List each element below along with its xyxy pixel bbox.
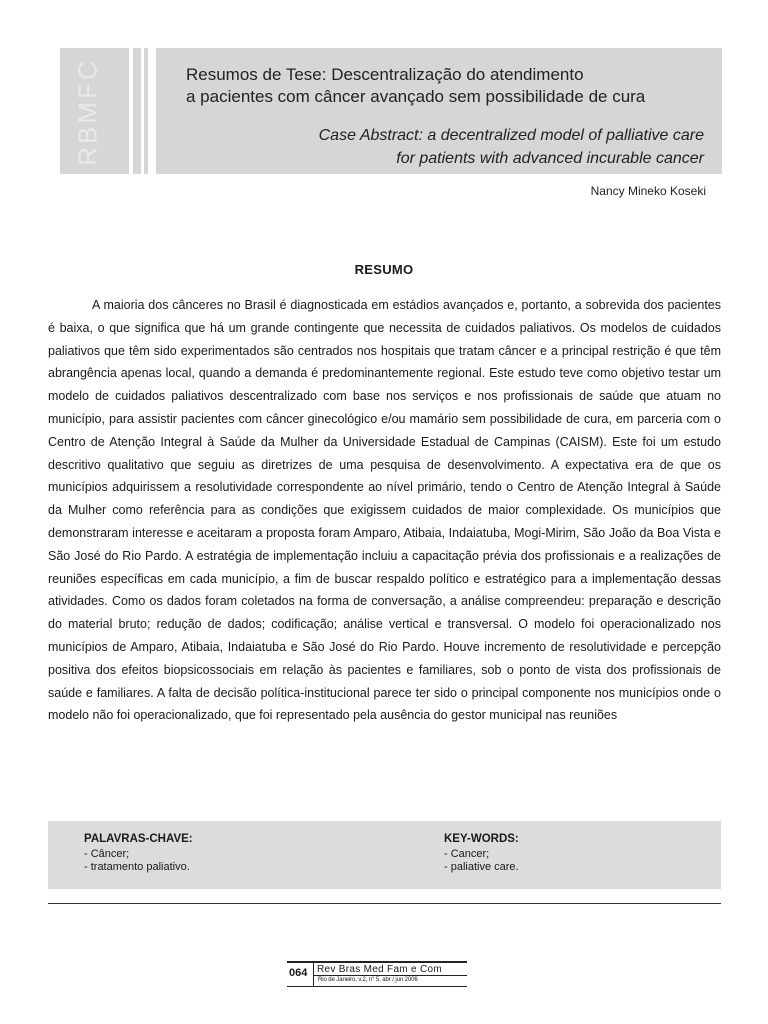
abstract-text: A maioria dos cânceres no Brasil é diagnosticada em estádios avançados e, portanto, a sobrevida dos pacientes é baixa, o que significa que há um grande contingente que necessita de cuidados paliativos. Os modelos de cuidados paliativos que têm sido experimentados são centrados nos hospitais que tratam câncer e a principal restrição é que têm abrangência apenas local, quando a demanda é predominantemente regional. Este estudo teve como objetivo testar um modelo de cuidados paliativos descentralizado com base nos serviços e nos profissionais de saúde que atuam no município, para assistir pacientes com câncer ginecológico e/ou mamário sem possibilidade de cura, em parceria com o Centro de Atenção Integral à Saúde da Mulher da Universidade Estadual de Campinas (CAISM). Este foi um estudo descritivo qualitativo que seguiu as diretrizes de uma pesquisa de desenvolvimento. A expectativa era de que os municípios adquirissem a resolutividade correspondente ao nível primário, tendo o Centro de Atenção Integral à Saúde da Mulher como referência para as condições que exigissem cuidados de maior complexidade. Os municípios que demonstraram interesse e aceitaram a proposta foram Amparo, Atibaia, Indaiatuba, Mogi-Mirim, São João da Boa Vista e São José do Rio Pardo. A estratégia de implementação incluiu a capacitação prévia dos profissionais e a realizações de reuniões específicas em cada município, a fim de buscar respaldo político e estratégico para a implementação dessas atividades. Como os dados foram coletados na forma de conversação, a análise compreendeu: preparação e descrição do material bruto; redução de dados; codificação; análise vertical e transversal. O modelo foi operacionalizado nos municípios de Amparo, Atibaia, Indaiatuba e São José do Rio Pardo. Houve incremento de resolutividade e percepção positiva dos efeitos biopsicossociais em relação às pacientes e familiares, sob o ponto de vista dos profissionais de saúde e familiares. A falta de decisão política-institucional parece ter sido o principal componente nos municípios onde o modelo não foi operacionalizado, que foi representado pela ausência do gestor municipal nas reuniões [48, 298, 721, 723]
keywords-title: PALAVRAS-CHAVE: [84, 833, 193, 845]
journal-logo: RBMFC [72, 58, 103, 166]
keywords-portuguese [84, 833, 193, 875]
article-title [186, 64, 645, 108]
title-line: Resumos de Tese: Descentralização do atendimento [186, 65, 584, 84]
issue-info: Rio de Janeiro, v.2, n° 5, abr / jun 2006 [318, 977, 418, 983]
logo-divider [129, 48, 133, 174]
section-heading: RESUMO [354, 262, 414, 277]
page-number: 064 [289, 967, 308, 979]
page-divider [48, 903, 721, 904]
subtitle-line: for patients with advanced incurable cancer [396, 150, 704, 167]
keywords-box [48, 821, 721, 889]
page-footer [287, 961, 467, 987]
footer-rule [287, 986, 467, 987]
keywords-english [444, 833, 519, 875]
keywords-title: KEY-WORDS: [444, 833, 519, 845]
keyword-item: - Câncer; [84, 847, 130, 860]
logo-divider [141, 48, 144, 174]
keyword-item: - paliative care. [444, 861, 519, 873]
title-line: a pacientes com câncer avançado sem possibilidade de cura [186, 87, 646, 106]
subtitle-line: Case Abstract: a decentralized model of palliative care [318, 127, 704, 144]
journal-name: Rev Bras Med Fam e Com [317, 964, 442, 975]
footer-rule [314, 975, 467, 976]
footer-rule [287, 961, 467, 963]
keyword-item: - tratamento paliativo. [84, 861, 190, 873]
author-name: Nancy Mineko Koseki [590, 184, 706, 198]
article-subtitle [319, 124, 704, 170]
keyword-item: - Cancer; [444, 847, 490, 860]
